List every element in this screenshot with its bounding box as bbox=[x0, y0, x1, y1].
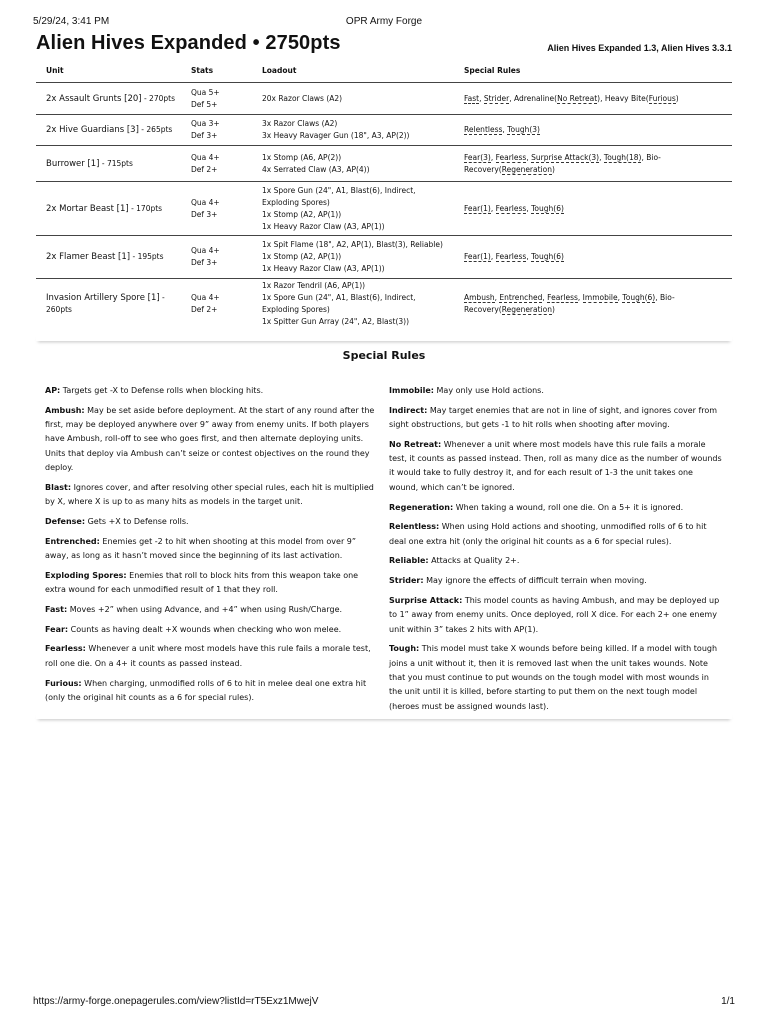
rule-link[interactable]: Tough(18) bbox=[603, 152, 642, 162]
header-stats: Stats bbox=[181, 62, 252, 83]
print-datetime: 5/29/24, 3:41 PM bbox=[33, 16, 110, 27]
unit-row bbox=[36, 236, 732, 279]
rule-text: , bbox=[509, 93, 514, 103]
unit-row bbox=[36, 182, 732, 236]
special-rule-name: Relentless: bbox=[389, 522, 440, 532]
unit-name: Invasion Artillery Spore [1] bbox=[46, 293, 160, 303]
rule-text: ), Heavy Bite( bbox=[597, 93, 649, 103]
header-unit: Unit bbox=[36, 62, 181, 83]
special-rule-text: Attacks at Quality 2+. bbox=[428, 556, 520, 566]
rule-text: , bbox=[542, 293, 548, 302]
defense-stat: Def 3+ bbox=[191, 131, 218, 140]
quality-stat: Qua 4+ bbox=[191, 246, 220, 255]
special-rules-right-column bbox=[389, 384, 724, 719]
special-rule-name: Immobile: bbox=[389, 386, 434, 395]
special-rule-text: Gets +X to Defense rolls. bbox=[85, 516, 189, 526]
special-rule-name: Fast: bbox=[45, 604, 68, 614]
unit-points: - 265pts bbox=[138, 125, 173, 134]
special-rule-item bbox=[45, 569, 377, 598]
rule-link[interactable]: Ambush bbox=[464, 293, 495, 302]
quality-stat: Qua 3+ bbox=[191, 119, 220, 128]
rule-text: , bbox=[599, 152, 604, 162]
rule-link[interactable]: Fearless bbox=[495, 203, 527, 213]
weapon-line: 3x Heavy Ravager Gun (18", A3, AP(2)) bbox=[262, 131, 410, 140]
special-rule-text: May be set aside before deployment. At the start of any round after the first, may be deployed anywhere over 9” away from enemy units. If both players have Ambush, roll-off to see who goes first, and then alternate deploying units. Units that deploy via Ambush can’t seize or contest objectives on the round they deploy. bbox=[45, 405, 375, 472]
special-rule-item bbox=[389, 501, 724, 515]
weapon-line: 1x Razor Tendril (A6, AP(1)) bbox=[262, 281, 366, 290]
weapon-line: 4x Serrated Claw (A3, AP(4)) bbox=[262, 164, 370, 174]
quality-stat: Qua 4+ bbox=[191, 197, 220, 207]
special-rule-name: Reliable: bbox=[389, 556, 429, 566]
special-rule-text: Ignores cover, and after resolving other special rules, each hit is multiplied by X, where X is up to as many hits as models in the target unit. bbox=[45, 482, 374, 507]
special-rule-text: Whenever a unit where most models have this rule fails a morale test, it counts as passed instead. Then, roll as many dice as the number of wounds it would take to fully destroy it, and for each result of 1-3 the unit takes one wound, which can’t be ignored. bbox=[389, 439, 722, 492]
quality-stat: Qua 5+ bbox=[191, 87, 220, 97]
special-rule-item bbox=[45, 603, 377, 617]
weapon-line: 20x Razor Claws (A2) bbox=[262, 93, 343, 103]
weapon-line: 1x Spitter Gun Array (24", A2, Blast(3)) bbox=[262, 317, 410, 326]
unit-points: - 170pts bbox=[128, 203, 163, 213]
rule-link[interactable]: Immobile bbox=[582, 293, 618, 302]
loadout-cell bbox=[252, 146, 454, 182]
stats-cell bbox=[181, 236, 252, 279]
special-rule-name: Indirect: bbox=[389, 405, 428, 415]
special-rule-text: Whenever a unit where most models have this rule fails a morale test, roll one die. On a 4+ it counts as passed instead. bbox=[45, 644, 371, 668]
rule-text: , bbox=[526, 203, 532, 213]
rule-link[interactable]: Furious bbox=[648, 93, 676, 103]
special-rule-name: AP: bbox=[45, 386, 61, 395]
header-loadout: Loadout bbox=[252, 62, 454, 83]
loadout-cell bbox=[252, 182, 454, 236]
print-footer bbox=[33, 996, 735, 1010]
header-special-rules: Special Rules bbox=[454, 62, 732, 83]
rule-link[interactable]: Fearless bbox=[495, 152, 527, 162]
page-number: 1/1 bbox=[721, 996, 735, 1007]
unit-cell bbox=[36, 279, 181, 330]
special-rules-title: Special Rules bbox=[342, 349, 426, 362]
special-rule-text: Targets get -X to Defense rolls when blocking hits. bbox=[60, 386, 264, 395]
special-rule-name: Surprise Attack: bbox=[389, 596, 463, 606]
units-table bbox=[36, 62, 732, 329]
army-books-subtitle: Alien Hives Expanded 1.3, Alien Hives 3.3.1 bbox=[547, 43, 732, 53]
rules-cell bbox=[454, 279, 732, 330]
rules-cell bbox=[454, 83, 732, 115]
weapon-line: 1x Heavy Razor Claw (A3, AP(1)) bbox=[262, 221, 385, 231]
special-rule-name: Fear: bbox=[45, 624, 69, 634]
special-rule-text: Moves +2” when using Advance, and +4” when using Rush/Charge. bbox=[67, 604, 343, 614]
unit-points: - 260pts bbox=[46, 293, 165, 314]
rule-text: , Bio-Recovery( bbox=[464, 152, 661, 174]
unit-points: - 270pts bbox=[141, 93, 175, 103]
unit-row bbox=[36, 83, 732, 115]
print-page-title: OPR Army Forge bbox=[345, 16, 423, 27]
special-rule-text: May ignore the effects of difficult terrain when moving. bbox=[423, 576, 647, 586]
rule-link[interactable]: Fearless bbox=[547, 293, 578, 302]
unit-cell bbox=[36, 83, 181, 115]
quality-stat: Qua 4+ bbox=[191, 293, 220, 302]
quality-stat: Qua 4+ bbox=[191, 152, 220, 162]
special-rule-item bbox=[389, 520, 724, 549]
special-rule-text: When taking a wound, roll one die. On a 5+ it is ignored. bbox=[453, 502, 684, 512]
special-rule-name: Fearless: bbox=[45, 644, 86, 654]
special-rule-text: When using Hold actions and shooting, unmodified rolls of 6 to hit deal one extra hit (only the original hit counts as a 6 for special rules). bbox=[389, 522, 707, 546]
special-rule-item bbox=[45, 677, 377, 706]
unit-cell bbox=[36, 115, 181, 146]
rule-link[interactable]: Fearless bbox=[495, 252, 527, 261]
print-header bbox=[33, 16, 735, 30]
special-rule-text: This model must take X wounds before being killed. If a model with tough joins a unit without it, then it is removed last when the unit takes wounds. Note that you must continue to put wounds on the tough model with most wounds in the unit until it is killed, before starting to put them on the next tough model (heroes must be assigned wounds last). bbox=[389, 644, 718, 711]
defense-stat: Def 2+ bbox=[191, 305, 218, 314]
special-rule-text: When charging, unmodified rolls of 6 to hit in melee deal one extra hit (only the original hit counts as a 6 for special rules). bbox=[45, 678, 367, 702]
special-rule-name: Regeneration: bbox=[389, 502, 454, 512]
unit-name: 2x Hive Guardians [3] bbox=[46, 125, 139, 135]
rule-text: , bbox=[490, 252, 496, 261]
rule-text: Adrenaline( bbox=[513, 93, 558, 103]
special-rule-item bbox=[389, 438, 724, 495]
rule-link[interactable]: Strider bbox=[483, 93, 510, 103]
special-rule-name: Ambush: bbox=[45, 405, 85, 415]
special-rules-shadow bbox=[36, 712, 732, 719]
weapon-line: 1x Spit Flame (18", A2, AP(1), Blast(3), Reliable) bbox=[262, 240, 443, 249]
special-rule-item bbox=[389, 574, 724, 588]
special-rule-item bbox=[45, 642, 377, 671]
special-rule-item bbox=[45, 384, 377, 398]
rule-link[interactable]: Fear(3) bbox=[464, 152, 491, 162]
defense-stat: Def 3+ bbox=[191, 209, 218, 219]
rules-cell bbox=[454, 146, 732, 182]
rule-text: ) bbox=[551, 164, 555, 174]
rule-text: , bbox=[526, 152, 532, 162]
unit-cell bbox=[36, 182, 181, 236]
loadout-cell bbox=[252, 236, 454, 279]
unit-points: - 195pts bbox=[130, 252, 164, 261]
units-table-shadow bbox=[36, 334, 732, 341]
rule-text: , bbox=[490, 203, 496, 213]
weapon-line: 3x Razor Claws (A2) bbox=[262, 119, 338, 128]
unit-name: 2x Flamer Beast [1] bbox=[46, 252, 131, 262]
rule-link[interactable]: Fear(1) bbox=[464, 203, 491, 213]
units-table-header bbox=[36, 62, 732, 83]
rule-text: , bbox=[526, 252, 532, 261]
unit-cell bbox=[36, 236, 181, 279]
special-rule-text: Enemies that roll to block hits from this weapon take one extra wound for each unmodified result of 1 that they roll. bbox=[45, 570, 359, 595]
page-url: https://army-forge.onepagerules.com/view?listId=rT5Exz1MwejV bbox=[33, 996, 319, 1007]
stats-cell bbox=[181, 115, 252, 146]
rule-link[interactable]: Relentless bbox=[464, 125, 503, 134]
rules-cell bbox=[454, 182, 732, 236]
rule-text: , Bio-Recovery( bbox=[464, 293, 675, 314]
rule-link[interactable]: Surprise Attack(3) bbox=[531, 152, 600, 162]
weapon-line: 1x Spore Gun (24", A1, Blast(6), Indirect, Exploding Spores) bbox=[262, 293, 416, 314]
special-rule-name: No Retreat: bbox=[389, 439, 442, 449]
special-rule-name: Strider: bbox=[389, 576, 424, 586]
weapon-line: 1x Stomp (A2, AP(1)) bbox=[262, 252, 342, 261]
rule-text: , bbox=[617, 293, 623, 302]
special-rule-name: Blast: bbox=[45, 482, 72, 492]
special-rule-item bbox=[45, 623, 377, 637]
special-rule-item bbox=[389, 554, 724, 568]
special-rule-text: This model counts as having Ambush, and may be deployed up to 1” away from enemy units. Once deployed, roll X dice. For each 2+ one enemy unit within 3” takes 2 hits with AP(1). bbox=[389, 596, 720, 634]
special-rule-item bbox=[389, 594, 724, 637]
rule-text: , bbox=[502, 125, 508, 134]
rule-text: , bbox=[494, 293, 500, 302]
defense-stat: Def 5+ bbox=[191, 99, 218, 109]
rule-link[interactable]: Tough(6) bbox=[531, 252, 564, 261]
special-rules-left-column bbox=[45, 384, 377, 711]
stats-cell bbox=[181, 83, 252, 115]
rules-cell bbox=[454, 115, 732, 146]
loadout-cell bbox=[252, 279, 454, 330]
special-rule-text: Enemies get -2 to hit when shooting at this model from over 9” away, as long as it hasn’t moved since the beginning of its last activation. bbox=[45, 536, 357, 560]
defense-stat: Def 2+ bbox=[191, 164, 218, 174]
weapon-line: 1x Stomp (A2, AP(1)) bbox=[262, 209, 342, 219]
weapon-line: 1x Heavy Razor Claw (A3, AP(1)) bbox=[262, 264, 385, 273]
rule-link[interactable]: Tough(6) bbox=[531, 203, 564, 213]
rule-link[interactable]: No Retreat bbox=[557, 93, 598, 103]
rule-text: , bbox=[490, 152, 496, 162]
rule-link[interactable]: Entrenched bbox=[499, 293, 543, 302]
special-rule-item bbox=[45, 481, 377, 510]
special-rule-name: Exploding Spores: bbox=[45, 570, 127, 580]
rule-text: , bbox=[479, 93, 484, 103]
loadout-cell bbox=[252, 115, 454, 146]
rule-link[interactable]: Regeneration bbox=[501, 305, 552, 314]
rule-link[interactable]: Tough(6) bbox=[622, 293, 656, 302]
special-rule-name: Defense: bbox=[45, 516, 86, 526]
unit-cell bbox=[36, 146, 181, 182]
rule-link[interactable]: Fear(1) bbox=[464, 252, 491, 261]
rule-text: ) bbox=[675, 93, 679, 103]
special-rule-name: Tough: bbox=[389, 644, 420, 654]
rule-link[interactable]: Tough(3) bbox=[507, 125, 540, 134]
special-rule-text: May target enemies that are not in line of sight, and ignores cover from sight obstructions, but gets -1 to hit rolls when shooting after moving. bbox=[389, 405, 718, 430]
stats-cell bbox=[181, 182, 252, 236]
army-list-title: Alien Hives Expanded • 2750pts bbox=[36, 32, 341, 54]
special-rule-item bbox=[389, 642, 724, 713]
special-rule-item bbox=[45, 404, 377, 475]
unit-points: - 715pts bbox=[99, 158, 133, 168]
special-rule-name: Entrenched: bbox=[45, 536, 100, 546]
unit-name: 2x Mortar Beast [1] bbox=[46, 203, 129, 214]
special-rule-text: Counts as having dealt +X wounds when checking who won melee. bbox=[68, 624, 342, 634]
unit-row bbox=[36, 115, 732, 146]
special-rule-item bbox=[389, 384, 724, 398]
weapon-line: 1x Spore Gun (24", A1, Blast(6), Indirect, Exploding Spores) bbox=[262, 185, 416, 207]
stats-cell bbox=[181, 279, 252, 330]
rules-cell bbox=[454, 236, 732, 279]
rule-link[interactable]: Regeneration bbox=[501, 164, 552, 174]
rule-text: , bbox=[577, 293, 583, 302]
special-rule-item bbox=[45, 535, 377, 564]
rule-link[interactable]: Fast bbox=[464, 93, 480, 103]
weapon-line: 1x Stomp (A6, AP(2)) bbox=[262, 152, 342, 162]
special-rule-item bbox=[389, 404, 724, 433]
special-rule-name: Furious: bbox=[45, 678, 82, 688]
special-rule-text: May only use Hold actions. bbox=[433, 386, 544, 395]
special-rule-item bbox=[45, 515, 377, 529]
unit-name: Burrower [1] bbox=[46, 158, 100, 169]
loadout-cell bbox=[252, 83, 454, 115]
stats-cell bbox=[181, 146, 252, 182]
unit-row bbox=[36, 146, 732, 182]
rule-text: ) bbox=[551, 305, 555, 314]
defense-stat: Def 3+ bbox=[191, 258, 218, 267]
unit-row bbox=[36, 279, 732, 330]
unit-name: 2x Assault Grunts [20] bbox=[46, 93, 142, 104]
